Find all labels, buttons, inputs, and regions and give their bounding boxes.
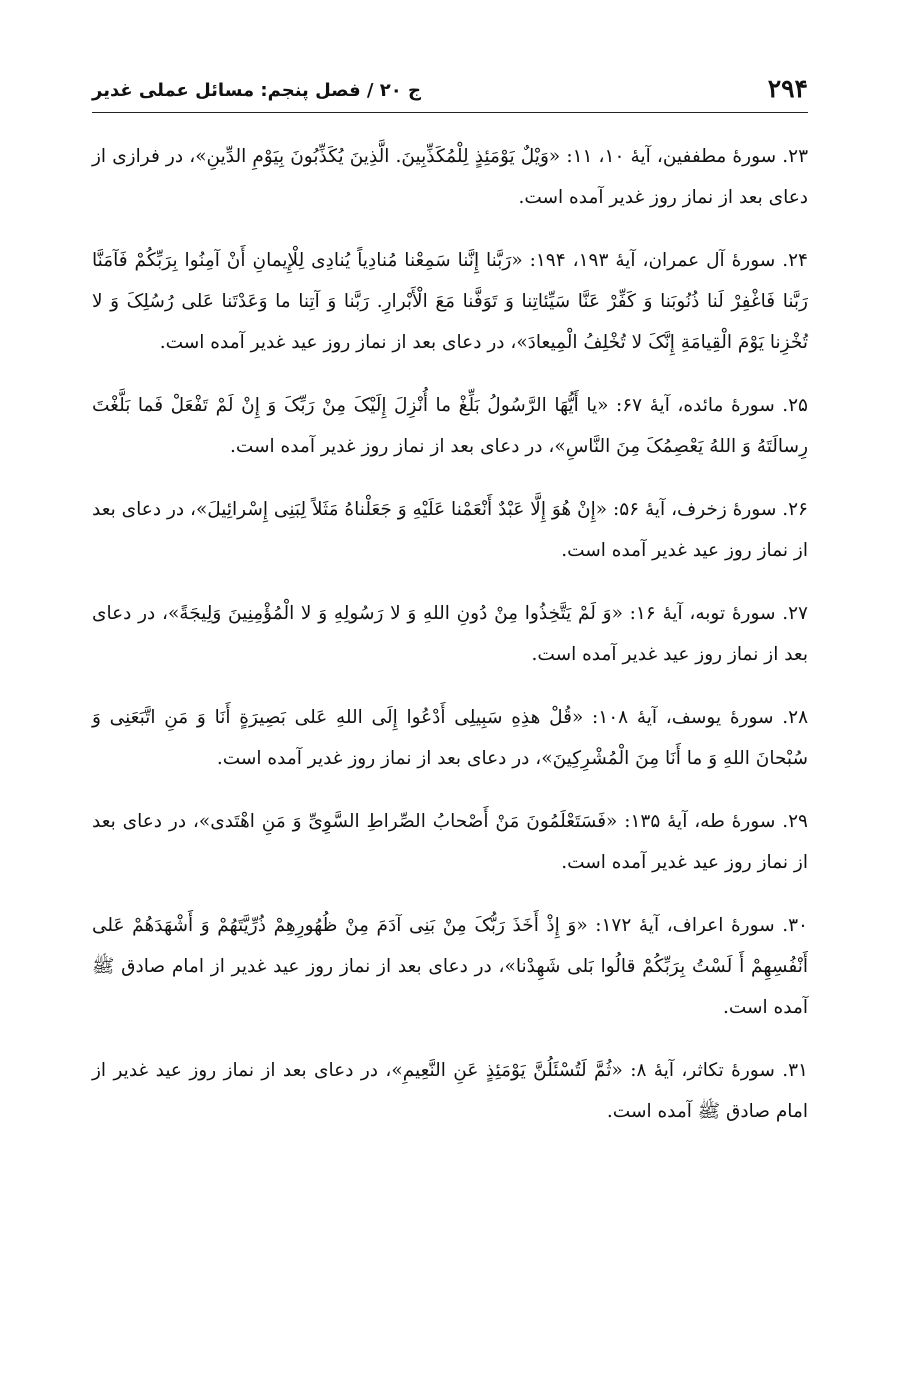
header-divider (92, 112, 808, 113)
footnote-26: ۲۶. سورهٔ زخرف، آیهٔ ۵۶: «إِنْ هُوَ إِلَّا عَبْدٌ أَنْعَمْنا عَلَیْهِ وَ جَعَلْناهُ مَثَلاً لِبَنِی إِسْرائِیلَ»، در دعای بعد از نماز روز عید غدیر آمده است. (92, 499, 808, 561)
footnote-27: ۲۷. سورهٔ توبه، آیهٔ ۱۶: «وَ لَمْ یَتَّخِذُوا مِنْ دُونِ اللهِ وَ لا رَسُولِهِ وَ لا الْمُؤْمِنِینَ وَلِیجَةً»، در دعای بعد از نماز روز عید غدیر آمده است. (92, 603, 808, 665)
footnote-30: ۳۰. سورهٔ اعراف، آیهٔ ۱۷۲: «وَ إِذْ أَخَذَ رَبُّکَ مِنْ بَنِی آدَمَ مِنْ ظُهُورِهِمْ ذُرِّیَّتَهُمْ وَ أَشْهَدَهُمْ عَلی أَنْفُسِهِمْ أَ لَسْتُ بِرَبِّکُمْ قالُوا بَلی شَهِدْنا»، در دعای بعد از نماز روز عید غدیر از امام صادق ﷺ آمده است. (92, 915, 808, 1018)
footnote-24: ۲۴. سورهٔ آل عمران، آیهٔ ۱۹۳، ۱۹۴: «رَبَّنا إِنَّنا سَمِعْنا مُنادِیاً یُنادِی لِلْإِیمانِ أَنْ آمِنُوا بِرَبِّکُمْ فَآمَنَّا رَبَّنا فَاغْفِرْ لَنا ذُنُوبَنا وَ کَفِّرْ عَنَّا سَیِّئاتِنا وَ تَوَفَّنا مَعَ الْأَبْرارِ. رَبَّنا وَ آتِنا ما وَعَدْتَنا عَلی رُسُلِکَ وَ لا تُخْزِنا یَوْمَ الْقِیامَةِ إِنَّکَ لا تُخْلِفُ الْمِیعادَ»، در دعای بعد از نماز روز عید غدیر آمده است. (92, 250, 808, 353)
footnote-25: ۲۵. سورهٔ مائده، آیهٔ ۶۷: «یا أَیُّهَا الرَّسُولُ بَلِّغْ ما أُنْزِلَ إِلَیْکَ مِنْ رَبِّکَ وَ إِنْ لَمْ تَفْعَلْ فَما بَلَّغْتَ رِسالَتَهُ وَ اللهُ یَعْصِمُکَ مِنَ النَّاسِ»، در دعای بعد از نماز روز غدیر آمده است. (92, 395, 808, 457)
footnote-28: ۲۸. سورهٔ یوسف، آیهٔ ۱۰۸: «قُلْ هذِهِ سَبِیلِی أَدْعُوا إِلَی اللهِ عَلی بَصِیرَةٍ أَنَا وَ مَنِ اتَّبَعَنِی وَ سُبْحانَ اللهِ وَ ما أَنَا مِنَ الْمُشْرِکِینَ»، در دعای بعد از نماز روز غدیر آمده است. (92, 707, 809, 769)
footnote-31: ۳۱. سورهٔ تکاثر، آیهٔ ۸: «ثُمَّ لَتُسْئَلُنَّ یَوْمَئِذٍ عَنِ النَّعِیمِ»، در دعای بعد از نماز روز عید غدیر از امام صادق ﷺ آمده است. (92, 1060, 808, 1122)
page-header (92, 70, 808, 110)
footnote-23: ۲۳. سورهٔ مطففین، آیهٔ ۱۰، ۱۱: «وَیْلٌ یَوْمَئِذٍ لِلْمُکَذِّبِینَ. الَّذِینَ یُکَذِّبُونَ بِیَوْمِ الدِّینِ»، در فرازی از دعای بعد از نماز روز غدیر آمده است. (92, 146, 809, 208)
footnote-29: ۲۹. سورهٔ طه، آیهٔ ۱۳۵: «فَسَتَعْلَمُونَ مَنْ أَصْحابُ الصِّراطِ السَّوِیِّ وَ مَنِ اهْتَدی»، در دعای بعد از نماز روز عید غدیر آمده است. (92, 811, 808, 873)
page-number: ۲۹۴ (767, 74, 808, 103)
running-title: ج ۲۰ / فصل پنجم: مسائل عملی غدیر (92, 80, 422, 101)
footnotes-list (92, 136, 808, 1154)
